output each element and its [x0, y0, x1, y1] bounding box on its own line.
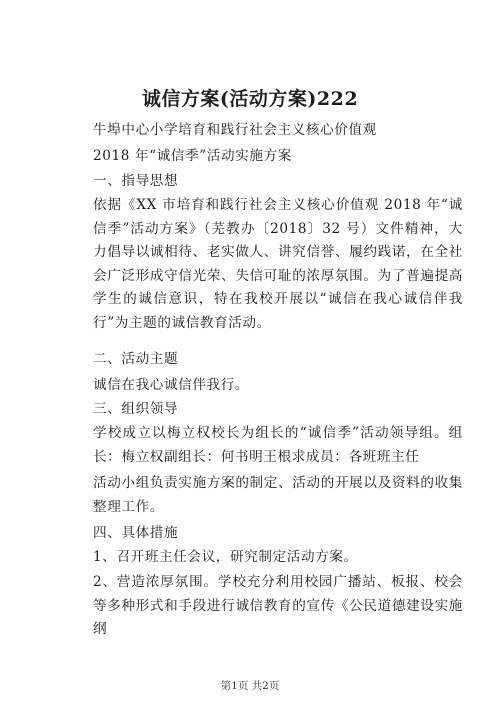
- paragraph-guiding: 依据《XX 市培育和践行社会主义核心价值观 2018 年“诚信季”活动方案》（芜教办〔2018〕32 号）文件精神，大力倡导以诚相待、老实做人、讲究信誉、履约践诺，在全社会广泛形成守信光荣、失信可耻的浓厚氛围。为了普遍提高学生的诚信意识，特在我校开展以“诚信在我心诚信伴我行”为主题的诚信教育活动。: [93, 197, 463, 331]
- paragraph-leadership: 学校成立以梅立权校长为组长的“诚信季”活动领导组。组长：梅立权副组长：何书明王根求成员：各班班主任: [93, 425, 463, 465]
- section-heading-theme: 二、活动主题: [93, 351, 179, 367]
- paragraph-theme: 诚信在我心诚信伴我行。: [93, 377, 250, 393]
- subtitle-plan: 2018 年“诚信季”活动实施方案: [93, 148, 292, 164]
- page-number: 第1页 共2页: [220, 680, 280, 692]
- paragraph-team: 活动小组负责实施方案的制定、活动的开展以及资料的收集整理工作。: [93, 475, 463, 515]
- section-heading-guiding: 一、指导思想: [93, 173, 179, 189]
- document-title: 诚信方案(活动方案)222: [141, 88, 359, 110]
- section-heading-measures: 四、具体措施: [93, 525, 179, 541]
- paragraph-measure-1: 1、召开班主任会议，研究制定活动方案。: [93, 549, 358, 565]
- section-heading-leadership: 三、组织领导: [93, 401, 179, 417]
- subtitle-school: 牛埠中心小学培育和践行社会主义核心价值观: [93, 122, 377, 138]
- paragraph-measure-2: 2、营造浓厚氛围。学校充分利用校园广播站、板报、校会等多种形式和手段进行诚信教育的宣传《公民道德建设实施纲: [93, 574, 463, 637]
